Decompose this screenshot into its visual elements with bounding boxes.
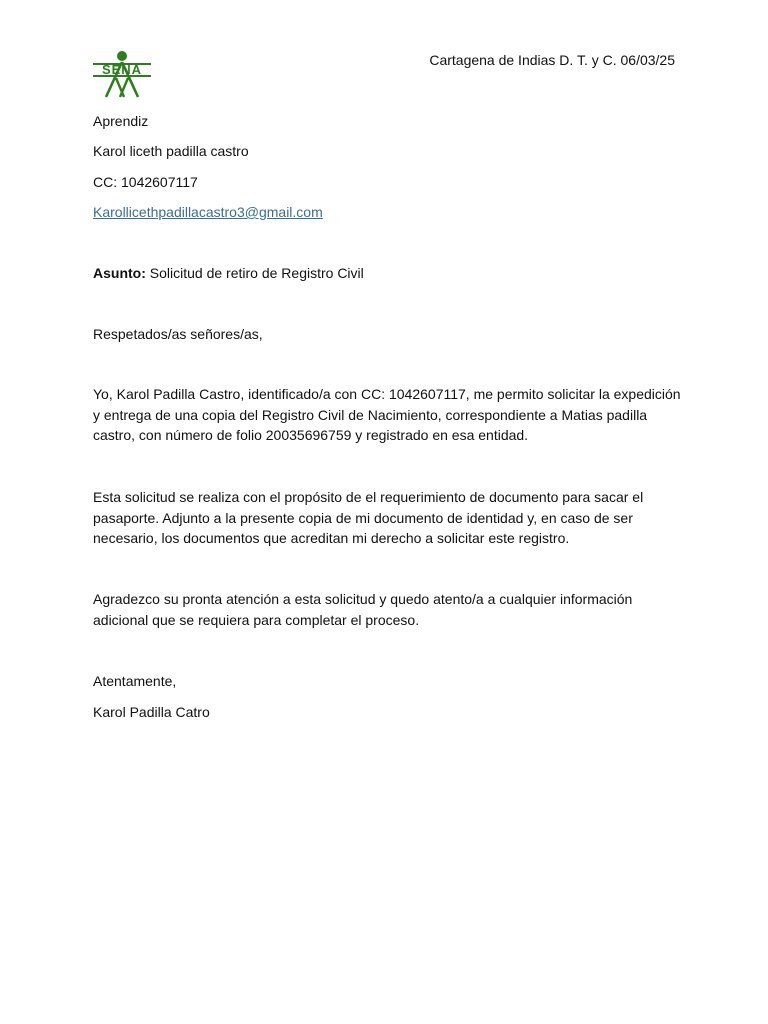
recipient-email-wrap [93, 203, 323, 221]
signature: Karol Padilla Catro [93, 704, 210, 720]
greeting: Respetados/as señores/as, [93, 326, 263, 342]
recipient-name: Karol liceth padilla castro [93, 143, 249, 159]
paragraph-thanks: Agradezco su pronta atención a esta solicitud y quedo atento/a a cualquier información adicional que se requiera para completar el proceso. [93, 591, 633, 628]
subject-text: Solicitud de retiro de Registro Civil [149, 265, 364, 281]
subject-line [93, 264, 364, 282]
paragraph-purpose: Esta solicitud se realiza con el propósito de el requerimiento de documento para sacar el pasaporte. Adjunto a la presente copia de mi documento de identidad y, en caso de ser necesario, los documentos que acreditan mi derecho a solicitar este registro. [93, 489, 644, 546]
closing: Atentamente, [93, 673, 177, 689]
recipient-role: Aprendiz [93, 113, 149, 129]
logo-text: SENA [101, 62, 143, 77]
recipient-id: CC: 1042607117 [93, 174, 198, 190]
sena-logo-icon [91, 50, 153, 100]
date-line: Cartagena de Indias D. T. y C. 06/03/25 [429, 52, 675, 68]
paragraph-request: Yo, Karol Padilla Castro, identificado/a con CC: 1042607117, me permito solicitar la expedición y entrega de una copia del Registro Civil de Nacimiento, correspondiente a Matias padilla castro, con número de folio 20035696759 y registrado en esa entidad. [93, 386, 681, 443]
subject-label: Asunto: [93, 265, 146, 281]
recipient-email-link[interactable]: Karollicethpadillacastro3@gmail.com [93, 204, 323, 220]
